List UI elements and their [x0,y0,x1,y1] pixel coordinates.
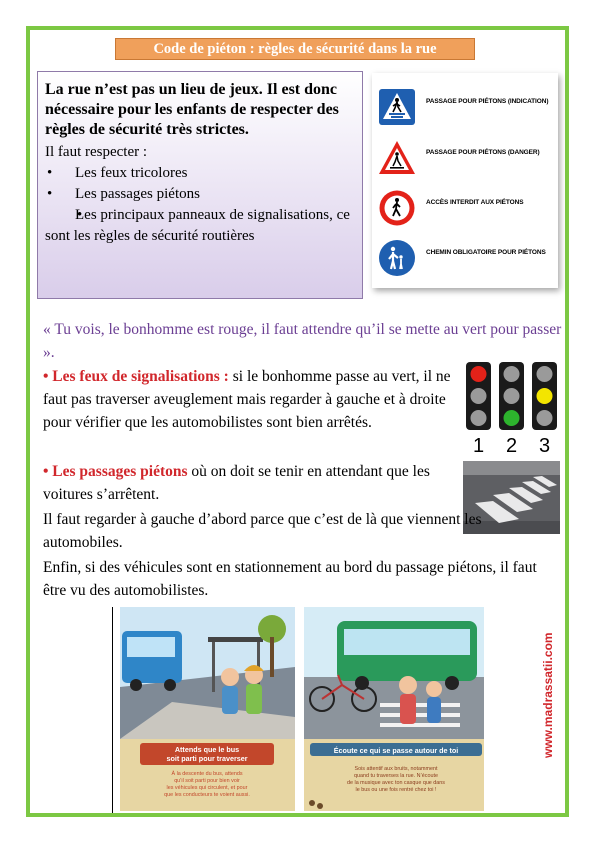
lights-paragraph [43,365,455,434]
intro-box [37,71,363,299]
pedestrians-prohibited-sign-icon [378,189,416,227]
quote-text: « Tu vois, le bonhomme est rouge, il faut attendre qu’il se mette au vert pour passer ». [43,321,562,361]
pedestrian-crossing-indication-sign-icon [378,88,416,126]
crossing-paragraph-3: Enfin, si des véhicules sont en stationnement au bord du passage piétons, il faut être vu des automobilistes. [43,559,537,599]
svg-text:À la descente du bus, attends: À la descente du bus, attends [171,771,243,777]
site-watermark [540,610,556,760]
left-banner-line2: soit parti pour traverser [166,754,248,763]
list-item: • Les principaux panneaux de signalisations, ce sont les règles de sécurité routières [45,205,356,247]
sign-row [372,137,558,177]
mandatory-pedestrian-path-sign-icon [378,239,416,277]
sign-label: CHEMIN OBLIGATOIRE POUR PIÉTONS [426,249,546,256]
svg-text:que les conducteurs te voient: que les conducteurs te voient aussi. [164,792,250,798]
intro-must: Il faut respecter : [45,144,148,160]
crossing-paragraph-2: Il faut regarder à gauche d’abord parce que c’est de là que viennent les automobiles. [43,511,482,551]
svg-text:les véhicules qui circulent, e: les véhicules qui circulent, et pour [166,785,248,791]
sign-label: PASSAGE POUR PIÉTONS (INDICATION) [426,98,549,105]
list-item: • Les feux tricolores [45,163,356,184]
page-title: Code de piéton : règles de sécurité dans la rue [115,38,475,60]
light-number: 2 [505,435,518,455]
lights-heading: • Les feux de signalisations : [43,368,229,385]
road-signs-panel [372,73,558,288]
lights-text: si le bonhomme passe au vert, il ne faut pas traverser aveuglement mais regarder à gauche et à droite pour vérifier que les automobilistes sont bien arrêtés. [43,368,451,431]
crossing-heading: • Les passages piétons [43,463,188,480]
safety-cartoon-illustration [112,607,494,813]
sign-row [372,86,558,126]
svg-text:qu’il soit parti pour bien voi: qu’il soit parti pour bien voir [174,778,240,784]
intro-lead: La rue n’est pas un lieu de jeux. Il est donc nécessaire pour les enfants de respecter des règles de sécurité très strictes. [45,81,339,138]
traffic-lights-illustration [464,360,559,455]
sign-label: ACCÈS INTERDIT AUX PIÉTONS [426,199,524,206]
svg-text:le bus ou une fois rentré chez: le bus ou une fois rentré chez toi ! [355,787,437,793]
svg-text:Sois attentif aux bruits, nota: Sois attentif aux bruits, notamment [354,766,438,772]
svg-text:www.madrassatii.com: www.madrassatii.com [541,632,555,758]
left-banner-line1: Attends que le bus [174,745,240,754]
intro-list [45,163,356,247]
sign-row [372,237,558,277]
right-banner-text: Écoute ce qui se passe autour de toi [333,746,459,755]
crossing-text: où on doit se tenir en attendant que les voitures s’arrêtent. [43,463,430,503]
pedestrian-crossing-danger-sign-icon [378,139,416,177]
crossing-paragraph-1 [43,460,458,506]
list-item: • Les passages piétons [45,184,356,205]
sign-label: PASSAGE POUR PIÉTONS (DANGER) [426,149,540,156]
svg-text:de la musique avec ton casque: de la musique avec ton casque que dans [347,780,445,786]
light-number: 3 [538,435,551,455]
svg-text:quand tu traverses la rue. N’é: quand tu traverses la rue. N’écoute [354,773,438,779]
light-number: 1 [472,435,485,455]
sign-row [372,187,558,227]
